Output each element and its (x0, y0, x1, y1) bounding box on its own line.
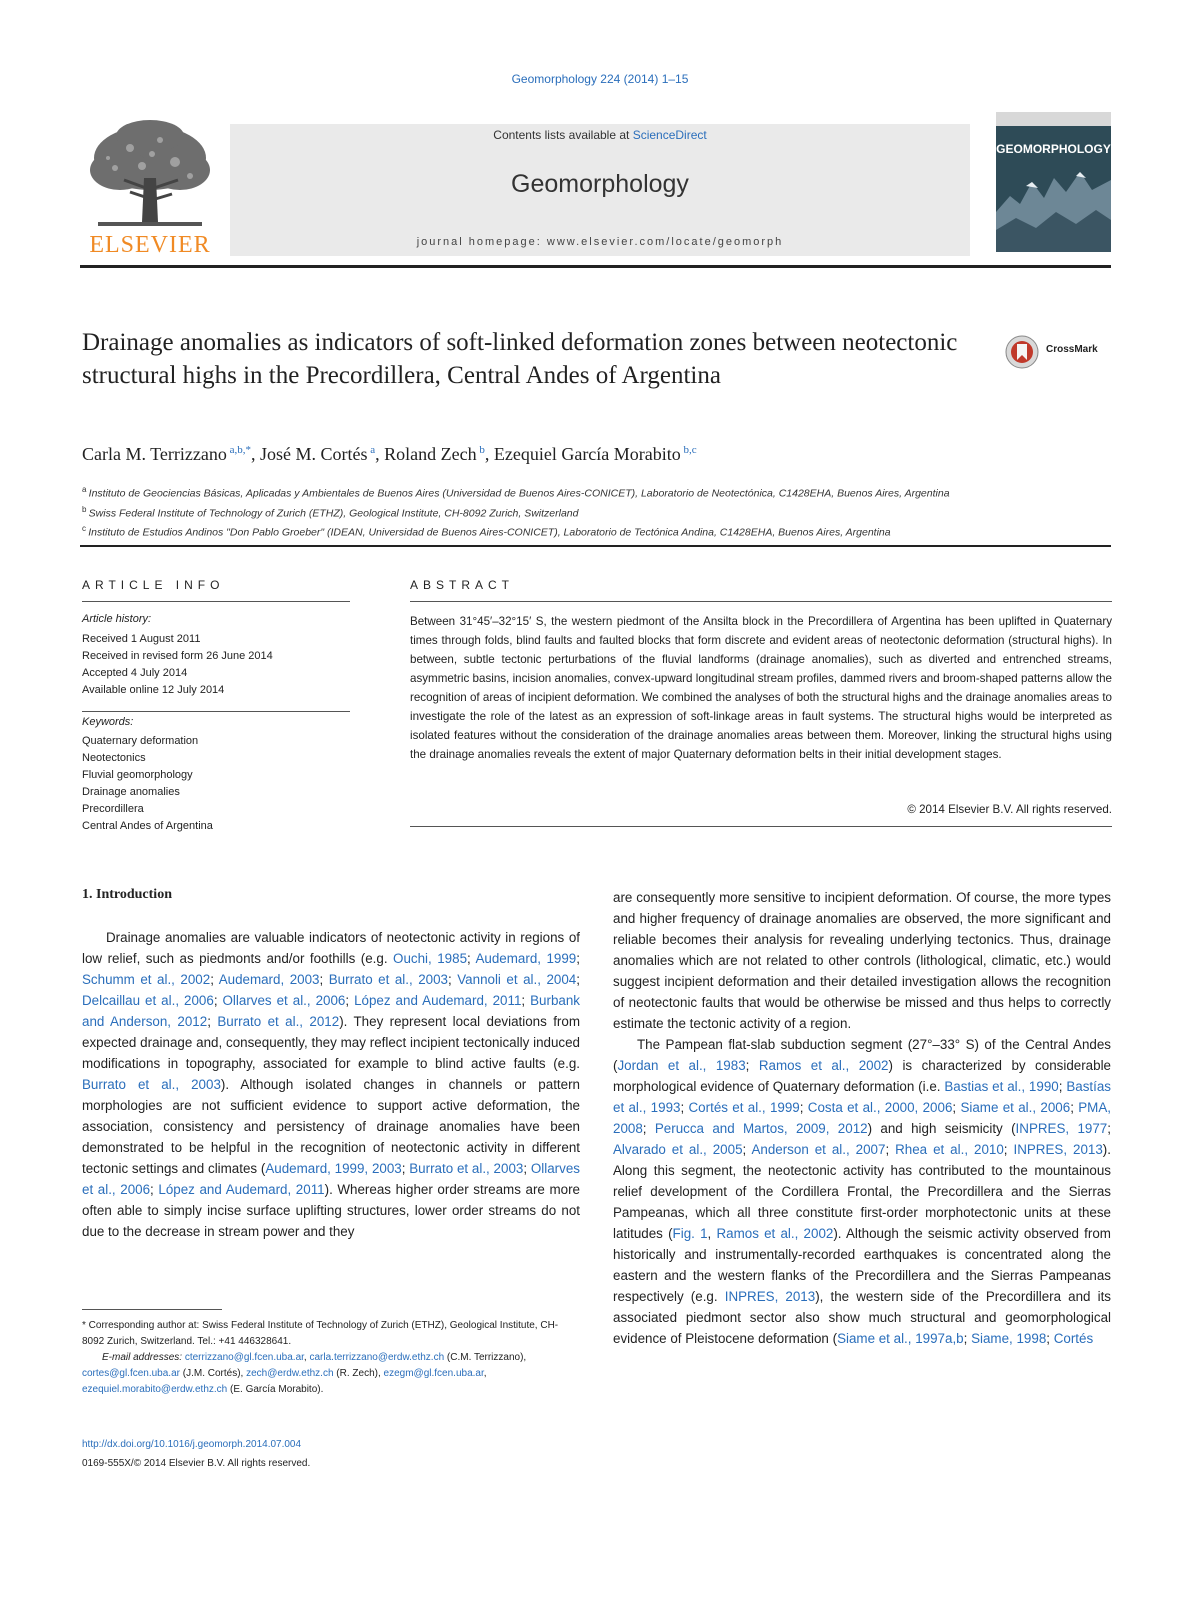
journal-title: Geomorphology (511, 170, 689, 198)
citation-link[interactable]: Bastías et al., 1993 (613, 1079, 1111, 1115)
text-run: (R. Zech), (333, 1368, 384, 1379)
keywords-label: Keywords: (82, 716, 134, 728)
keyword-item: Drainage anomalies (82, 786, 180, 798)
elsevier-tree-logo (80, 118, 220, 258)
crossmark-badge[interactable] (1004, 334, 1124, 370)
journal-reference[interactable]: Geomorphology 224 (2014) 1–15 (511, 72, 689, 86)
article-info-heading: ARTICLE INFO (82, 578, 225, 592)
text-run: ; (885, 1142, 896, 1157)
sciencedirect-link[interactable]: ScienceDirect (632, 128, 707, 142)
citation-link[interactable]: Burbank and Anderson, 2012 (82, 993, 580, 1029)
text-run: are consequently more sensitive to incipient deformation. Of course, the more types and higher frequency of drainage anomalies are observed, the more significant and reliable becomes their analysis for revealing underlying tectonics. Thus, drainage anomalies which are not related to other controls (lithological, climatic, etc.) would suggest incipient deformation and their detailed investigation allows the recognition of neotectonic faults that would be otherwise be missed and thus helps to correctly estimate the tectonic activity of a region. (613, 890, 1111, 1031)
history-item: Received in revised form 26 June 2014 (82, 650, 273, 662)
citation-link[interactable]: López and Audemard, 2011 (158, 1182, 325, 1197)
citation-link[interactable]: Burrato et al., 2003 (328, 972, 448, 987)
affiliation-text: Instituto de Estudios Andinos "Don Pablo Groeber" (IDEAN, Universidad de Buenos Aires-CONICET), Laboratorio de Tectónica Andina, C1428EHA, Buenos Aires, Argentina (88, 526, 891, 539)
body-column-right (613, 887, 1111, 1349)
text-run: ; (207, 1014, 218, 1029)
affiliation-marker: b (82, 504, 89, 514)
cover-title: GEOMORPHOLOGY (996, 142, 1111, 156)
citation-link[interactable]: ezegm@gl.fcen.uba.ar (383, 1368, 484, 1379)
text-run: ), the western side of the Precordillera and its associated piedmont sector also show much structural and geomorphological evidence of Pleistocene deformation ( (613, 1289, 1111, 1346)
author-affiliation-marker[interactable]: a,b,* (226, 444, 251, 456)
citation-link[interactable]: Siame et al., 1997a,b (837, 1331, 964, 1346)
citation-link[interactable]: Audemard, 2003 (218, 972, 320, 987)
affiliation-text: Instituto de Geociencias Básicas, Aplicadas y Ambientales de Buenos Aires (Universidad de Buenos Aires-CONICET), Laboratorio de Neotectónica, C1428EHA, Buenos Aires, Argentina (88, 487, 950, 500)
citation-link[interactable]: Ramos et al., 2002 (716, 1226, 834, 1241)
abstract-copyright: © 2014 Elsevier B.V. All rights reserved. (907, 803, 1112, 816)
text-run: ; (213, 993, 223, 1008)
text-run: ; (319, 972, 329, 987)
text-run: ; (576, 951, 580, 966)
body-paragraph (613, 1034, 1111, 1349)
text-run: ; (1046, 1331, 1054, 1346)
citation-link[interactable]: Vannoli et al., 2004 (457, 972, 577, 987)
text-run: ; (401, 1161, 410, 1176)
citation-link[interactable]: INPRES, 1977 (1015, 1121, 1108, 1136)
citation-link[interactable]: Perucca and Martos, 2009, 2012 (654, 1121, 868, 1136)
text-run: ; (1070, 1100, 1079, 1115)
footnote-rule (82, 1309, 222, 1310)
body-paragraph (82, 927, 580, 1242)
text-run: (E. García Morabito). (227, 1384, 324, 1395)
text-run: Drainage anomalies are valuable indicators of neotectonic activity in regions of low relief, such as piedmonts and/or foothills (e.g. (82, 930, 580, 966)
text-run: ; (799, 1100, 808, 1115)
article-history-label: Article history: (82, 613, 152, 625)
text-run: ; (467, 951, 476, 966)
issn-copyright: 0169-555X/© 2014 Elsevier B.V. All rights reserved. (82, 1458, 311, 1469)
keyword-item: Precordillera (82, 803, 144, 815)
affiliation-item (82, 502, 1112, 522)
citation-link[interactable]: López and Audemard, 2011 (354, 993, 522, 1008)
text-run: ; (521, 993, 531, 1008)
text-run: ). They represent local deviations from expected drainage and, consequently, they may reflect incipient tectonically induced modifications in topography, associated for example to blind active faults (e.g. (82, 1014, 580, 1071)
author-name: Carla M. Terrizzano (82, 444, 227, 464)
author-affiliation-marker[interactable]: a (367, 444, 376, 456)
citation-link[interactable]: Audemard, 1999, 2003 (265, 1161, 402, 1176)
crossmark-label: CrossMark (1046, 344, 1098, 355)
text-run: ; (742, 1142, 752, 1157)
abstract-rule (410, 826, 1112, 827)
affiliation-marker: a (82, 485, 89, 494)
text-run: ; (1003, 1142, 1014, 1157)
author-separator: , (250, 444, 260, 464)
text-run: ; (745, 1058, 759, 1073)
text-run: ; (345, 993, 355, 1008)
text-run: ; (210, 972, 219, 987)
text-run: , (483, 1368, 487, 1379)
article-title: Drainage anomalies as indicators of soft-linked deformation zones between neotectonic structural highs in the Precordillera, Central Andes of Argentina (82, 329, 958, 389)
text-run: (J.M. Cortés), (179, 1368, 247, 1379)
keyword-item: Quaternary deformation (82, 735, 199, 747)
author-list (82, 444, 1082, 465)
corresponding-author-footnote (82, 1318, 580, 1398)
text-run: ; (523, 1161, 531, 1176)
header-rule (80, 265, 1111, 268)
citation-link[interactable]: ezequiel.morabito@erdw.ethz.ch (82, 1384, 228, 1395)
text-run: ; (576, 972, 580, 987)
citation-link[interactable]: Ollarves et al., 2006 (82, 1161, 580, 1197)
citation-link[interactable]: carla.terrizzano@erdw.ethz.ch (309, 1352, 445, 1363)
citation-link[interactable]: cterrizzano@gl.fcen.uba.ar (184, 1352, 304, 1363)
text-run: The Pampean flat-slab subduction segment (27°–33° S) of the Central Andes ( (613, 1037, 1111, 1073)
history-item: Accepted 4 July 2014 (82, 667, 188, 679)
keywords-list (82, 733, 213, 835)
journal-masthead (230, 124, 970, 256)
citation-link[interactable]: Fig. 1 (672, 1226, 708, 1241)
citation-link[interactable]: Cortés (1053, 1331, 1094, 1346)
journal-cover-image (996, 112, 1111, 252)
citation-link[interactable]: Costa et al., 2000, 2006 (807, 1100, 953, 1115)
citation-link[interactable]: Jordan et al., 1983 (617, 1058, 746, 1073)
citation-link[interactable]: Schumm et al., 2002 (82, 972, 211, 987)
author-name: Roland Zech (384, 444, 477, 464)
email-label: E-mail addresses: (102, 1352, 183, 1363)
abstract-text: Between 31°45′–32°15′ S, the western piedmont of the Ansilta block in the Precordillera of Argentina has been uplifted in Quaternary times through folds, blind faults and faulted blocks that form discrete and evident areas of neotectonic deformation (structural highs). In between, subtle tectonic perturbations of the fluvial landforms (drainage anomalies), such as diverted and entrenched streams, asymmetric basins, incision anomalies, convex-upward longitudinal stream profiles, dammed rivers and broom-shaped patterns allow the recognition of areas of incipient deformation. We combined the analyses of both the structural highs and the drainage anomalies areas to investigate the role of the latest as an expression of soft-linkage areas in fault systems. The structural highs would be interpreted as isolated features without the consideration of the drainage anomalies areas between them. Moreover, linking the structural highs using the drainage anomalies reveals the extent of major Quaternary deformation belts in their initial development stages. (410, 615, 1112, 761)
contents-line: Contents lists available at ScienceDirect (493, 128, 707, 142)
citation-link[interactable]: Rhea et al., 2010 (895, 1142, 1004, 1157)
citation-link[interactable]: Anderson et al., 2007 (751, 1142, 886, 1157)
author-separator: , (484, 444, 494, 464)
citation-link[interactable]: Siame, 1998 (971, 1331, 1047, 1346)
citation-link[interactable]: Delcaillau et al., 2006 (82, 993, 214, 1008)
keyword-item: Fluvial geomorphology (82, 769, 193, 781)
affiliation-item (82, 482, 1112, 502)
crossmark-icon (1004, 334, 1040, 370)
affiliation-text: Swiss Federal Institute of Technology of Zurich (ETHZ), Geological Institute, CH-8092 Zurich, Switzerland (88, 507, 579, 519)
citation-link[interactable]: zech@erdw.ethz.ch (246, 1368, 334, 1379)
abstract-rule (410, 601, 1112, 602)
text-run: ; (963, 1331, 972, 1346)
text-run: ) is characterized by considerable morphological evidence of Quaternary deformation (i.e. (613, 1058, 1111, 1094)
body-paragraph (613, 887, 1111, 1034)
author-separator: , (375, 444, 385, 464)
text-run: ). Although the seismic activity observed from historically and instrumentally-recorded earthquakes is concentrated along the eastern and the western flanks of the Precordillera and the Sierras Pampeanas respectively (e.g. (613, 1226, 1111, 1304)
affiliation-list (82, 482, 1112, 541)
footnote-star-line: * Corresponding author at: Swiss Federal Institute of Technology of Zurich (ETHZ), Geological Institute, CH-8092 Zurich, Switzerland. Tel.: +41 446328641. (82, 1320, 559, 1347)
keyword-item: Neotectonics (82, 752, 146, 764)
citation-link[interactable]: Alvarado et al., 2005 (613, 1142, 743, 1157)
section-heading-introduction: 1. Introduction (82, 887, 172, 902)
text-run: , (303, 1352, 310, 1363)
affiliation-marker: c (82, 524, 89, 533)
abstract-heading: ABSTRACT (410, 578, 515, 592)
citation-link[interactable]: Burrato et al., 2003 (82, 1077, 221, 1092)
text-run: ). Whereas higher order streams are more often able to simply incise surface uplifting structures, lower order streams do not due to the decrease in stream power and they (82, 1182, 580, 1239)
citation-link[interactable]: INPRES, 2013 (1013, 1142, 1103, 1157)
text-run: ; (1107, 1121, 1111, 1136)
citation-link[interactable]: Bastias et al., 1990 (944, 1079, 1059, 1094)
text-run: (C.M. Terrizzano), (444, 1352, 527, 1363)
info-rule (82, 711, 350, 712)
citation-link[interactable]: Cortés et al., 1999 (688, 1100, 800, 1115)
history-item: Received 1 August 2011 (82, 633, 201, 645)
section-rule (80, 545, 1111, 547)
citation-link[interactable]: Burrato et al., 2003 (409, 1161, 524, 1176)
text-run: ). Although isolated changes in channels or pattern morphologies are not sufficient evidence to support active deformation, the association, consistency and persistency of drainage anomalies have been demonstrated to be helpful in the recognition of neotectonic activity in different tectonic settings and climates ( (82, 1077, 580, 1176)
citation-link[interactable]: PMA, 2008 (613, 1100, 1111, 1136)
text-run: ; (150, 1182, 159, 1197)
author-name: José M. Cortés (259, 444, 368, 464)
publisher-name: ELSEVIER (89, 232, 211, 258)
citation-link[interactable]: Ramos et al., 2002 (758, 1058, 889, 1073)
text-run: ; (952, 1100, 961, 1115)
author-affiliation-marker[interactable]: b,c (680, 444, 697, 456)
text-run: , (707, 1226, 717, 1241)
footnote-emails (82, 1350, 580, 1398)
author-affiliation-marker[interactable]: b (476, 444, 485, 456)
text-run: ; (448, 972, 458, 987)
doi-link[interactable]: http://dx.doi.org/10.1016/j.geomorph.2014.07.004 (82, 1439, 302, 1450)
citation-link[interactable]: Ouchi, 1985 (393, 951, 468, 966)
text-run: ) and high seismicity ( (867, 1121, 1016, 1136)
journal-homepage[interactable]: journal homepage: www.elsevier.com/locate/geomorph (416, 236, 784, 248)
citation-link[interactable]: Audemard, 1999 (475, 951, 577, 966)
article-history-list (82, 631, 273, 699)
body-column-left (82, 927, 580, 1242)
author-name: Ezequiel García Morabito (493, 444, 681, 464)
text-run: ; (680, 1100, 689, 1115)
affiliation-item (82, 521, 1112, 541)
citation-link[interactable]: INPRES, 2013 (724, 1289, 816, 1304)
citation-link[interactable]: Siame et al., 2006 (960, 1100, 1071, 1115)
text-run: ). Along this segment, the neotectonic activity has contributed to the mountainous relief development of the Cordillera Frontal, the Precordillera and the Sierras Pampeanas, which all three constitute first-order morphotectonic units at these latitudes ( (613, 1142, 1111, 1241)
citation-link[interactable]: cortes@gl.fcen.uba.ar (82, 1368, 180, 1379)
keyword-item: Central Andes of Argentina (82, 820, 213, 832)
citation-link[interactable]: Ollarves et al., 2006 (222, 993, 346, 1008)
text-run: ; (642, 1121, 655, 1136)
text-run: ; (1058, 1079, 1067, 1094)
history-item: Available online 12 July 2014 (82, 684, 225, 696)
citation-link[interactable]: Burrato et al., 2012 (217, 1014, 340, 1029)
info-rule (82, 601, 350, 602)
